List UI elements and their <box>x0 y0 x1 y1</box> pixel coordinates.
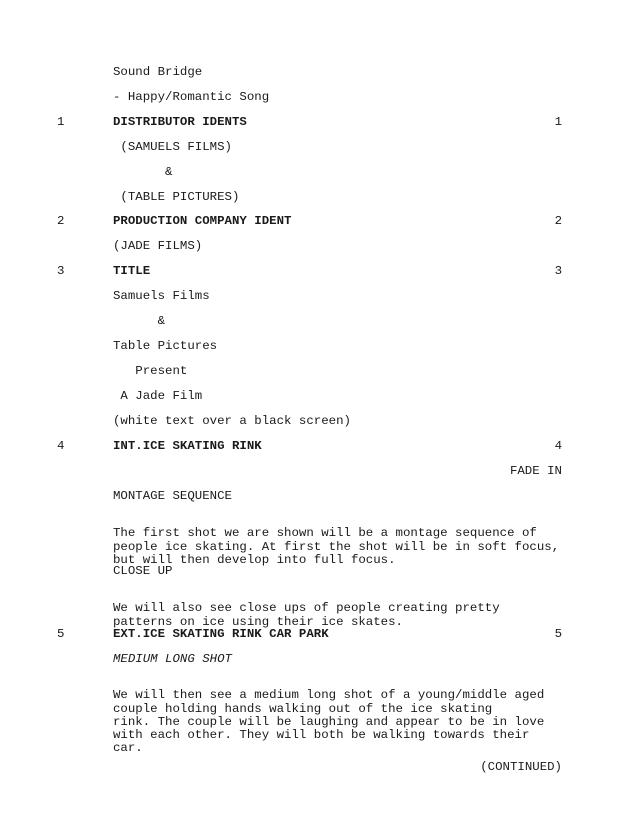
table-pictures-line: (TABLE PICTURES) <box>113 190 240 204</box>
continued-marker: (CONTINUED) <box>480 760 562 774</box>
action-paragraph: We will also see close ups of people creating pretty patterns on ice using their ice skates. <box>113 601 500 629</box>
sound-bridge-line: Sound Bridge <box>113 65 203 79</box>
scene-number-right: 5 <box>554 627 562 641</box>
shot-montage: MONTAGE SEQUENCE <box>113 489 232 503</box>
table-pictures-title-line: Table Pictures <box>113 339 218 353</box>
scene-heading: INT.ICE SKATING RINK <box>113 439 262 453</box>
action-paragraph: The first shot we are shown will be a montage sequence of people ice skating. At first the shot will be in soft focus, but will then develop into full focus. <box>113 526 560 567</box>
action-paragraph: We will then see a medium long shot of a young/middle aged couple holding hands walking out of the ice skating rink. The couple will be laughing and appear to be in love with each other. They will both be walking towards their car. <box>113 688 545 756</box>
scene-heading: EXT.ICE SKATING RINK CAR PARK <box>113 627 329 641</box>
song-line: - Happy/Romantic Song <box>113 90 270 104</box>
jade-films-line: (JADE FILMS) <box>113 239 203 253</box>
samuels-films-title-line: Samuels Films <box>113 289 210 303</box>
shot-close-up: CLOSE UP <box>113 564 173 578</box>
shot-medium-long: MEDIUM LONG SHOT <box>113 652 232 666</box>
scene-heading: PRODUCTION COMPANY IDENT <box>113 214 292 228</box>
scene-number-left: 3 <box>57 264 65 278</box>
scene-number-right: 3 <box>554 264 562 278</box>
white-text-line: (white text over a black screen) <box>113 414 351 428</box>
scene-number-right: 2 <box>554 214 562 228</box>
scene-number-right: 4 <box>554 439 562 453</box>
ampersand-line: & <box>113 165 173 179</box>
transition-fade-in: FADE IN <box>509 464 562 478</box>
ampersand-line: & <box>113 314 166 328</box>
scene-number-left: 2 <box>57 214 65 228</box>
scene-number-left: 4 <box>57 439 65 453</box>
scene-number-right: 1 <box>554 115 562 129</box>
scene-heading: TITLE <box>113 264 151 278</box>
samuels-films-line: (SAMUELS FILMS) <box>113 140 232 154</box>
scene-number-left: 5 <box>57 627 65 641</box>
scene-heading: DISTRIBUTOR IDENTS <box>113 115 247 129</box>
present-line: Present <box>113 364 188 378</box>
jade-film-line: A Jade Film <box>113 389 203 403</box>
scene-number-left: 1 <box>57 115 65 129</box>
